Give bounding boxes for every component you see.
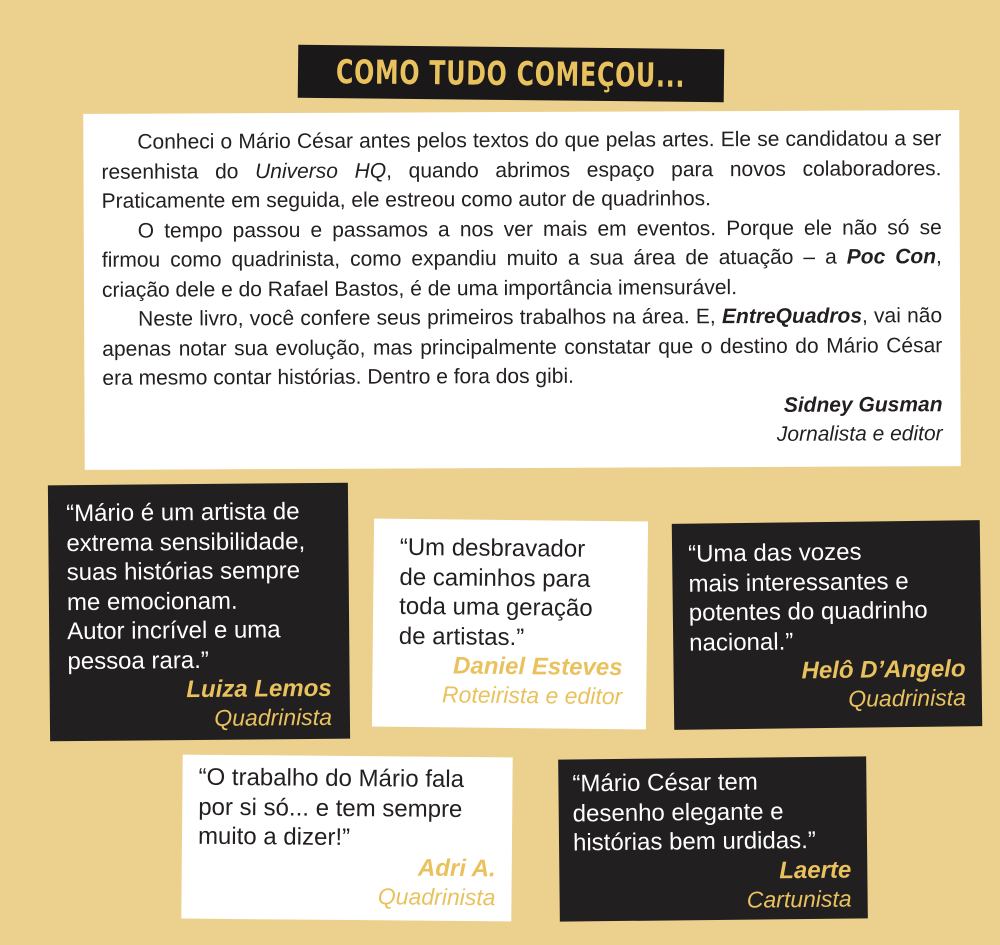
testimonial-line: histórias bem urdidas.” [572,826,816,857]
testimonial-role: Quadrinista [377,882,496,910]
testimonial-text [66,497,332,676]
testimonial-line: “O trabalho do Mário fala [198,763,465,794]
testimonial-line: “Mário César tem [572,768,758,798]
testimonial-text [572,767,851,858]
text-run: , quando abrimos espaço para novos colaboradores. Praticamente em seguida, ele estreou como autor de quadrinhos. [101,156,942,213]
testimonial-line: pessoa rara.” [67,646,209,675]
testimonial-line: Autor incrível e uma [67,616,281,646]
intro-text-box [83,110,961,470]
testimonial-author: Helô D’Angelo [801,655,966,685]
testimonial-line: potentes do quadrinho [688,596,928,627]
text-run: , criação dele e do Rafael Bastos, é de uma importância imensurável. [101,245,942,302]
text-run: Conheci o Mário César antes pelos textos do que pelas artes. Ele se candidatou a ser resenhista do [101,127,942,184]
testimonial-author: Luiza Lemos [186,674,332,704]
testimonial-line: “Uma das vozes [687,538,862,568]
emphasized-name: EntreQuadros [721,304,863,329]
signature-name: Sidney Gusman [783,392,943,417]
text-run: Neste livro, você confere seus primeiros trabalhos na área. E, [138,305,723,331]
testimonial-author: Daniel Esteves [452,652,623,682]
testimonial-helo-dangelo [672,520,982,730]
text-run: O tempo passou e passamos a nos ver mais em eventos. Porque ele não só se firmou como quadrinista, como expandiu muito a sua área de atuação – a [101,215,942,272]
italic-title: Universo HQ [255,159,387,183]
title-banner [298,45,725,102]
testimonial-luiza-lemos [48,483,350,742]
testimonial-line: “Mário é um artista de [66,498,300,528]
text-run: , vai não apenas notar sua evolução, mas principalmente constatar que o destino do Mário César era mesmo contar histórias. Dentro e fora dos gibi. [102,304,943,390]
testimonial-line: extrema sensibilidade, [66,527,306,557]
testimonial-role: Cartunista [746,885,852,913]
testimonial-line: nacional.” [689,627,794,657]
testimonial-adri-a [181,755,512,922]
intro-paragraph-2 [102,213,942,305]
testimonial-line: toda uma geração [399,592,593,622]
testimonial-role: Quadrinista [848,684,967,712]
testimonial-line: por si só... e tem sempre [198,793,463,823]
testimonial-text [198,763,497,854]
testimonial-line: me emocionam. [66,587,238,616]
testimonial-line: suas histórias sempre [66,557,301,587]
emphasized-name: Poc Con [846,245,937,269]
testimonial-line: de caminhos para [399,563,591,593]
testimonial-text [399,533,624,653]
testimonial-daniel-esteves [372,519,648,730]
testimonial-line: desenho elegante e [572,797,784,827]
intro-paragraph-1 [101,124,941,216]
testimonial-laerte [558,756,868,921]
testimonial-author: Adri A. [417,854,496,882]
testimonial-role: Roteirista e editor [441,681,623,710]
testimonial-role: Quadrinista [214,703,333,731]
testimonial-line: mais interessantes e [688,567,909,598]
testimonial-line: “Um desbravador [399,533,586,563]
testimonial-line: muito a dizer!” [197,822,351,852]
page-title: COMO TUDO COMEÇOU... [336,52,686,95]
testimonial-author: Laerte [779,856,852,884]
signature-role: Jornalista e editor [776,421,943,446]
testimonial-line: de artistas.” [398,622,525,651]
intro-paragraph-3 [102,301,942,393]
testimonial-text [688,536,965,657]
